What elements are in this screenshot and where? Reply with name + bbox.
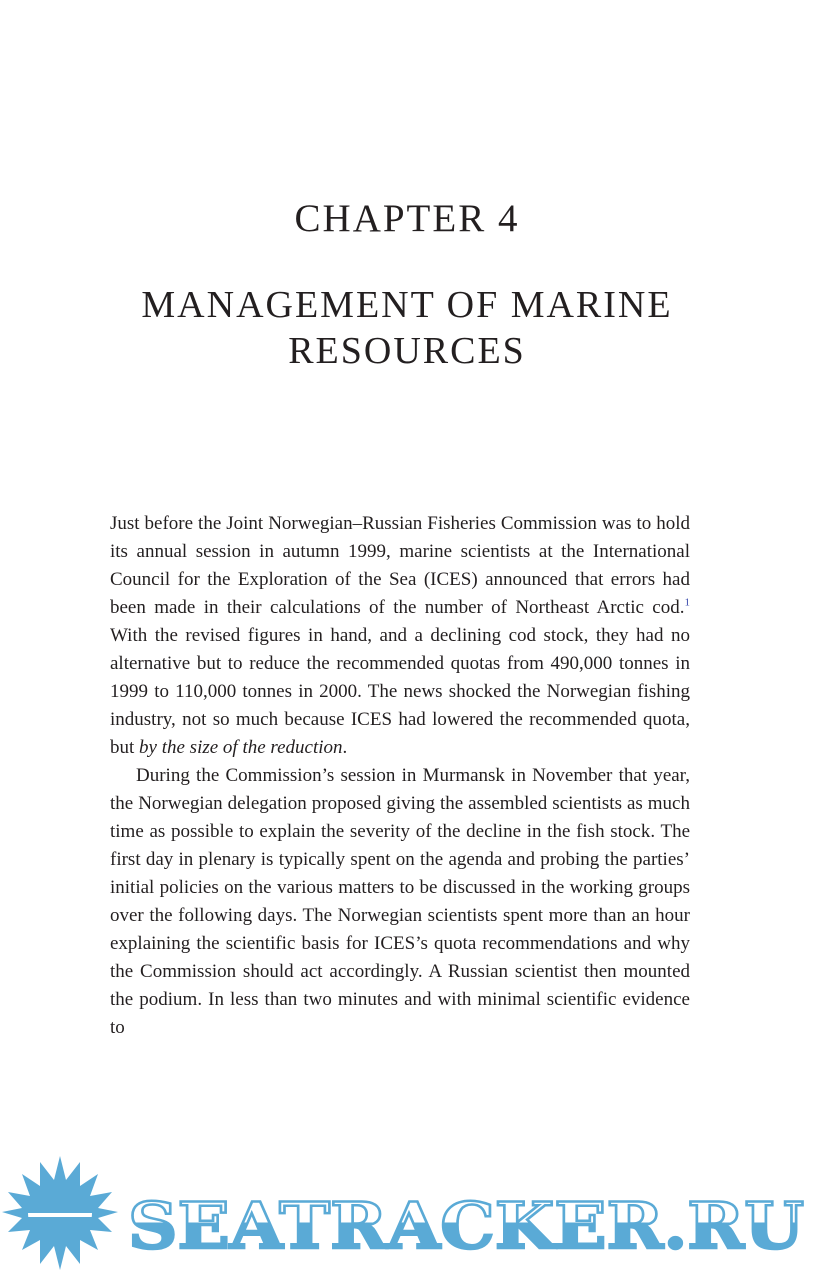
watermark-text: SEATRACKER.RU	[128, 1189, 804, 1264]
body-text	[110, 510, 690, 1042]
paragraph-1-end: .	[342, 737, 348, 758]
chapter-number: CHAPTER 4	[294, 197, 520, 240]
chapter-title-line-2: RESOURCES	[288, 330, 526, 372]
watermark	[0, 1150, 814, 1275]
chapter-title-line-1: MANAGEMENT OF MARINE	[141, 284, 673, 326]
paragraph-1-text-b: With the revised figures in hand, and a declining cod stock, they had no alternative but to reduce the recommended quotas from 490,000 tonnes in 1999 to 110,000 tonnes in 2000. The news shocked the Norwegian fishing industry, not so much because ICES had lowered the recommended quota, but	[110, 625, 690, 758]
chapter-title	[0, 282, 814, 374]
paragraph-1-text-a: Just before the Joint Norwegian–Russian Fisheries Commission was to hold its annual session in autumn 1999, marine scientists at the International Council for the Exploration of the Sea (ICES) announced that errors had been made in their calculations of the number of Northeast Arctic cod.	[110, 513, 690, 618]
sun-logo-icon	[2, 1156, 118, 1270]
paragraph-1	[110, 510, 690, 762]
footnote-ref-1[interactable]: 1	[684, 596, 690, 609]
paragraph-2: During the Commission’s session in Murmansk in November that year, the Norwegian delegation proposed giving the assembled scientists as much time as possible to explain the severity of the decline in the fish stock. The first day in plenary is typically spent on the agenda and probing the parties’ initial policies on the various matters to be discussed in the working groups over the following days. The Norwegian scientists spent more than an hour explaining the scientific basis for ICES’s quota recommendations and why the Commission should act accordingly. A Russian scientist then mounted the podium. In less than two minutes and with minimal scientific evidence to	[110, 765, 690, 1038]
paragraph-1-emphasis: by the size of the reduction	[139, 737, 343, 758]
